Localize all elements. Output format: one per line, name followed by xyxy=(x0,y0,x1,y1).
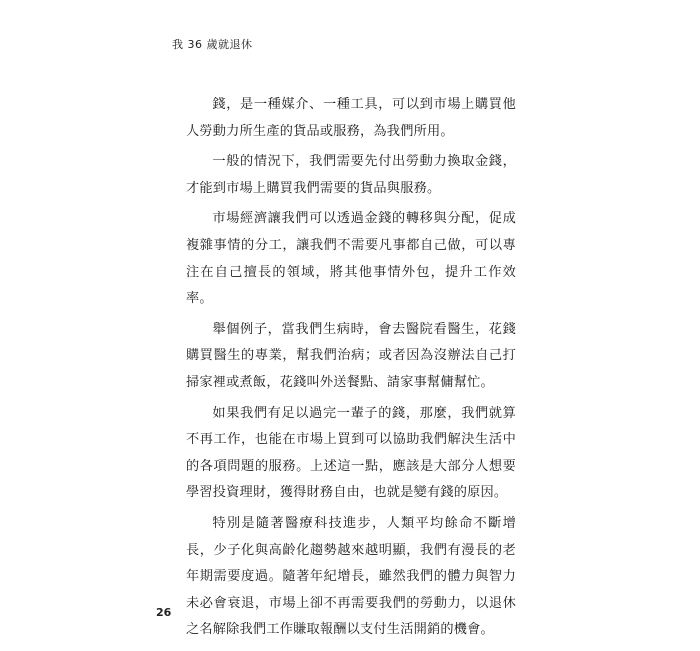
paragraph: 如果我們有足以過完一輩子的錢，那麼，我們就算不再工作，也能在市場上買到可以協助我們解決生活中的各項問題的服務。上述這一點，應該是大部分人想要學習投資理財，獲得財務自由，也就是變有錢的原因。 xyxy=(186,405,516,501)
paragraph: 舉個例子，當我們生病時，會去醫院看醫生，花錢購買醫生的專業，幫我們治病；或者因為沒辦法自己打掃家裡或煮飯，花錢叫外送餐點、請家事幫傭幫忙。 xyxy=(186,321,516,390)
paragraph: 一般的情況下，我們需要先付出勞動力換取金錢，才能到市場上購買我們需要的貨品與服務。 xyxy=(186,154,516,196)
paragraph: 市場經濟讓我們可以透過金錢的轉移與分配，促成複雜事情的分工，讓我們不需要凡事都自己做，可以專注在自己擅長的領域，將其他事情外包，提升工作效率。 xyxy=(186,211,516,307)
page-number: 26 xyxy=(156,606,172,619)
running-header: 我 36 歲就退休 xyxy=(172,38,253,51)
paragraph: 特別是隨著醫療科技進步，人類平均餘命不斷增長，少子化與高齡化趨勢越來越明顯，我們有漫長的老年期需要度過。隨著年紀增長，雖然我們的體力與智力未必會衰退，市場上卻不再需要我們的勞動力，以退休之名解除我們工作賺取報酬以支付生活開銷的機會。 xyxy=(186,515,516,638)
body-text xyxy=(186,92,516,648)
paragraph: 錢，是一種媒介、一種工具，可以到市場上購買他人勞動力所生產的貨品或服務，為我們所用。 xyxy=(186,97,516,139)
